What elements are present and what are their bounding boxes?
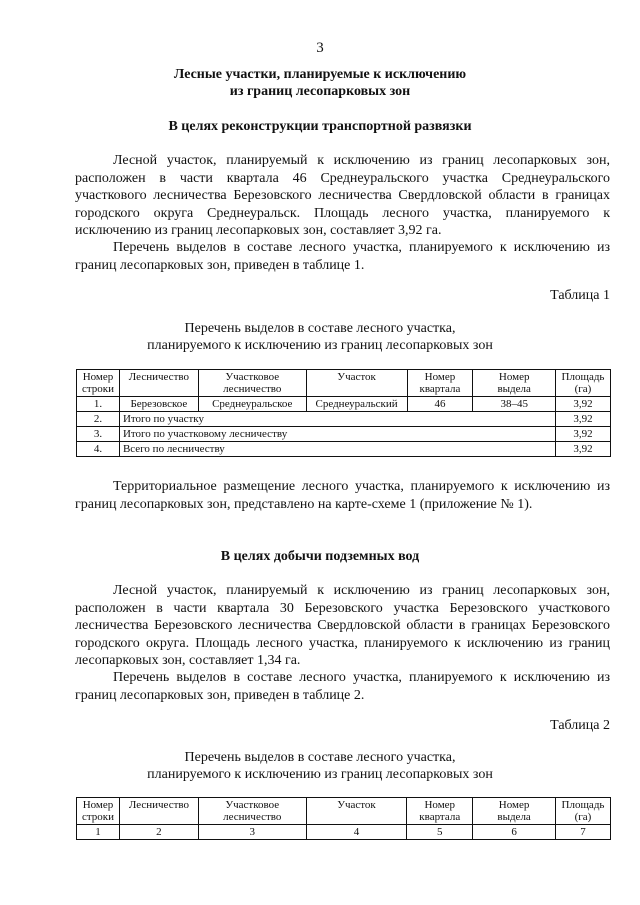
header-section-number: Номер выдела (473, 370, 556, 397)
cell-subtotal-label: Итого по участковому лесничеству (119, 427, 555, 442)
header-plot: Участок (306, 370, 407, 397)
header-quarter-number: Номер квартала (407, 798, 473, 825)
cell-row-number: 1. (77, 397, 120, 412)
table-row (77, 412, 611, 427)
cell-area: 3,92 (556, 427, 611, 442)
caption-2-line-1: Перечень выделов в составе лесного участка, (184, 750, 456, 765)
header-plot: Участок (306, 798, 407, 825)
table-caption-2 (0, 749, 640, 783)
caption-1-line-1: Перечень выделов в составе лесного участка, (184, 321, 456, 336)
table-1-header-row (77, 370, 611, 397)
title-line-2: из границ лесопарковых зон (229, 84, 411, 99)
column-number: 2 (119, 825, 198, 840)
header-forestry: Лесничество (119, 370, 198, 397)
header-area: Площадь (га) (556, 370, 611, 397)
header-area: Площадь (га) (555, 798, 610, 825)
column-number: 4 (306, 825, 407, 840)
table-2 (76, 797, 611, 840)
table-row (77, 442, 611, 457)
caption-1-line-2: планируемого к исключению из границ лесопарковых зон (147, 338, 493, 353)
column-number: 7 (555, 825, 610, 840)
cell-district-forestry: Среднеуральское (198, 397, 306, 412)
section-heading-transport: В целях реконструкции транспортной развязки (168, 119, 472, 134)
header-section-number: Номер выдела (473, 798, 556, 825)
cell-area: 3,92 (556, 442, 611, 457)
header-row-number: Номер строки (77, 370, 120, 397)
column-number: 5 (407, 825, 473, 840)
cell-row-number: 4. (77, 442, 120, 457)
header-district-forestry: Участковое лесничество (198, 798, 306, 825)
header-forestry: Лесничество (119, 798, 198, 825)
column-number: 6 (473, 825, 556, 840)
column-number: 1 (77, 825, 120, 840)
section-heading-water: В целях добычи подземных вод (220, 549, 420, 564)
cell-total-label: Всего по лесничеству (119, 442, 555, 457)
cell-subtotal-label: Итого по участку (119, 412, 555, 427)
table-label-1: Таблица 1 (550, 288, 610, 303)
table-2-header-row (77, 798, 611, 825)
paragraph-table-reference-1: Перечень выделов в составе лесного участка, планируемого к исключению из границ лесопарковых зон, приведен в таблице 1. (75, 240, 610, 273)
header-row-number: Номер строки (77, 798, 120, 825)
table-caption-1 (0, 320, 640, 354)
paragraph-plot-description-1: Лесной участок, планируемый к исключению из границ лесопарковых зон, расположен в части квартала 46 Среднеуральского участка Среднеуральского участкового лесничества Березовского лесничества Свердловской области в границах городского округа Среднеуральск. Площадь лесного участка, планируемого к исключению из границ лесопарковых зон, составляет 3,92 га. (75, 153, 610, 238)
cell-area: 3,92 (556, 397, 611, 412)
caption-2-line-2: планируемого к исключению из границ лесопарковых зон (147, 767, 493, 782)
paragraph-map-reference: Территориальное размещение лесного участка, планируемого к исключению из границ лесопарковых зон, представлено на карте-схеме 1 (приложение № 1). (75, 479, 610, 512)
header-quarter-number: Номер квартала (407, 370, 473, 397)
column-number: 3 (198, 825, 306, 840)
title-line-1: Лесные участки, планируемые к исключению (173, 67, 467, 82)
table-label-2: Таблица 2 (550, 718, 610, 733)
cell-forestry: Березовское (119, 397, 198, 412)
page-number: 3 (316, 40, 324, 56)
table-row (77, 397, 611, 412)
cell-area: 3,92 (556, 412, 611, 427)
paragraph-table-reference-2: Перечень выделов в составе лесного участка, планируемого к исключению из границ лесопарковых зон, приведен в таблице 2. (75, 670, 610, 703)
cell-plot: Среднеуральский (306, 397, 407, 412)
header-district-forestry: Участковое лесничество (198, 370, 306, 397)
table-row (77, 427, 611, 442)
cell-row-number: 3. (77, 427, 120, 442)
cell-section-number: 38–45 (473, 397, 556, 412)
paragraph-plot-description-2: Лесной участок, планируемый к исключению из границ лесопарковых зон, расположен в части квартала 30 Березовского участка Березовского участкового лесничества Березовского лесничества Свердловской области в границах Березовского городского округа. Площадь лесного участка, планируемого к исключению из границ лесопарковых зон, составляет 1,34 га. (75, 583, 610, 668)
column-number-row (77, 825, 611, 840)
cell-quarter-number: 46 (407, 397, 473, 412)
cell-row-number: 2. (77, 412, 120, 427)
page-title (0, 66, 640, 100)
table-1 (76, 369, 611, 457)
